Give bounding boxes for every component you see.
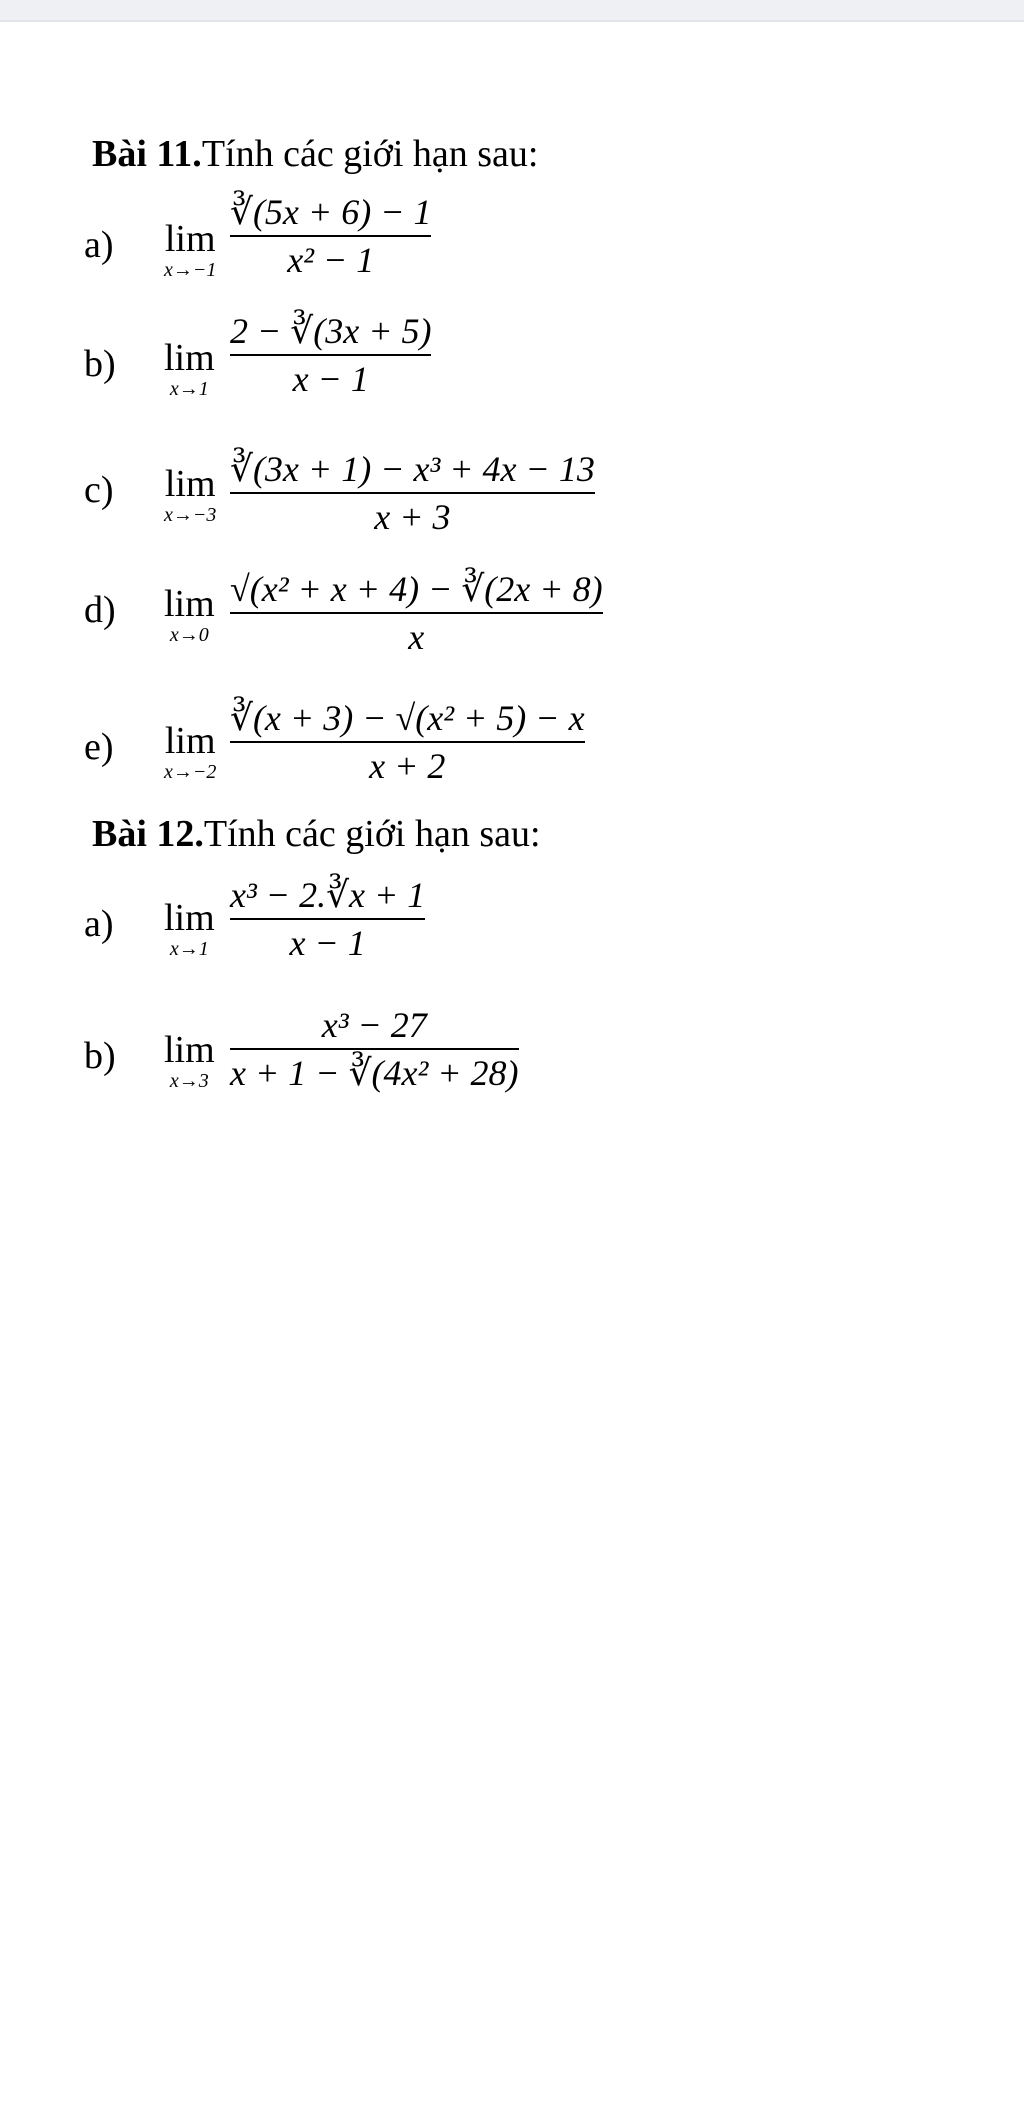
exercise-12-heading bbox=[92, 812, 541, 856]
numerator: x³ − 27 bbox=[321, 1005, 427, 1045]
problem-12a bbox=[84, 868, 984, 988]
numerator: x³ − 2.∛x + 1 bbox=[230, 875, 426, 915]
exercise-12-number: Bài 12. bbox=[92, 813, 204, 855]
lim-word: lim bbox=[164, 1029, 215, 1071]
fraction-bar bbox=[230, 741, 585, 743]
problem-11c bbox=[84, 412, 984, 537]
exercise-12-instruction: Tính các giới hạn sau: bbox=[203, 813, 541, 855]
lim-word: lim bbox=[164, 897, 215, 939]
fraction-bar bbox=[230, 354, 431, 356]
denominator: x + 2 bbox=[369, 746, 446, 786]
lim-word: lim bbox=[164, 463, 216, 505]
limit-fraction bbox=[230, 191, 431, 281]
lim-subscript: x→3 bbox=[169, 1070, 209, 1092]
lim-word: lim bbox=[164, 337, 215, 379]
limit-operator bbox=[164, 1030, 215, 1092]
numerator: ∛(5x + 6) − 1 bbox=[230, 192, 432, 232]
limit-operator bbox=[164, 219, 216, 281]
denominator: x − 1 bbox=[289, 923, 366, 963]
lim-subscript: x→−3 bbox=[164, 504, 217, 526]
limit-fraction bbox=[230, 697, 585, 787]
exercise-11-number: Bài 11. bbox=[92, 133, 202, 175]
denominator: x² − 1 bbox=[287, 240, 375, 280]
lim-word: lim bbox=[164, 583, 215, 625]
problem-11a bbox=[84, 185, 984, 305]
problem-label: b) bbox=[84, 1035, 116, 1077]
fraction-bar bbox=[230, 1048, 519, 1050]
exercise-11-instruction: Tính các giới hạn sau: bbox=[201, 133, 539, 175]
lim-subscript: x→−2 bbox=[164, 761, 217, 783]
limit-operator bbox=[164, 464, 216, 526]
fraction-bar bbox=[230, 235, 431, 237]
lim-word: lim bbox=[164, 720, 216, 762]
lim-word: lim bbox=[164, 218, 216, 260]
problem-label: c) bbox=[84, 469, 114, 511]
denominator: x bbox=[408, 617, 425, 657]
lim-subscript: x→1 bbox=[169, 938, 209, 960]
limit-operator bbox=[164, 898, 215, 960]
fraction-bar bbox=[230, 492, 595, 494]
fraction-bar bbox=[230, 918, 425, 920]
problem-label: b) bbox=[84, 343, 116, 385]
numerator: √(x² + x + 4) − ∛(2x + 8) bbox=[230, 569, 603, 609]
limit-operator bbox=[164, 584, 215, 646]
limit-fraction bbox=[230, 1004, 519, 1094]
limit-fraction bbox=[230, 448, 595, 538]
limit-operator bbox=[164, 338, 215, 400]
fraction-bar bbox=[230, 612, 603, 614]
numerator: ∛(x + 3) − √(x² + 5) − x bbox=[230, 698, 585, 738]
limit-fraction bbox=[230, 874, 425, 964]
exercise-11-heading bbox=[92, 132, 538, 176]
numerator: ∛(3x + 1) − x³ + 4x − 13 bbox=[230, 449, 595, 489]
denominator: x + 3 bbox=[374, 497, 451, 537]
problem-11b bbox=[84, 300, 984, 420]
denominator: x − 1 bbox=[292, 359, 369, 399]
problem-label: d) bbox=[84, 589, 116, 631]
denominator: x + 1 − ∛(4x² + 28) bbox=[230, 1053, 519, 1093]
lim-subscript: x→0 bbox=[169, 624, 209, 646]
problem-label: a) bbox=[84, 903, 114, 945]
problem-label: a) bbox=[84, 224, 114, 266]
problem-11e bbox=[84, 665, 984, 785]
problem-label: e) bbox=[84, 726, 114, 768]
numerator: 2 − ∛(3x + 5) bbox=[230, 311, 432, 351]
limit-fraction bbox=[230, 568, 603, 658]
lim-subscript: x→1 bbox=[169, 378, 209, 400]
problem-12b bbox=[84, 996, 984, 1116]
limit-operator bbox=[164, 721, 216, 783]
problem-11d bbox=[84, 548, 984, 668]
lim-subscript: x→−1 bbox=[164, 259, 217, 281]
limit-fraction bbox=[230, 310, 431, 400]
